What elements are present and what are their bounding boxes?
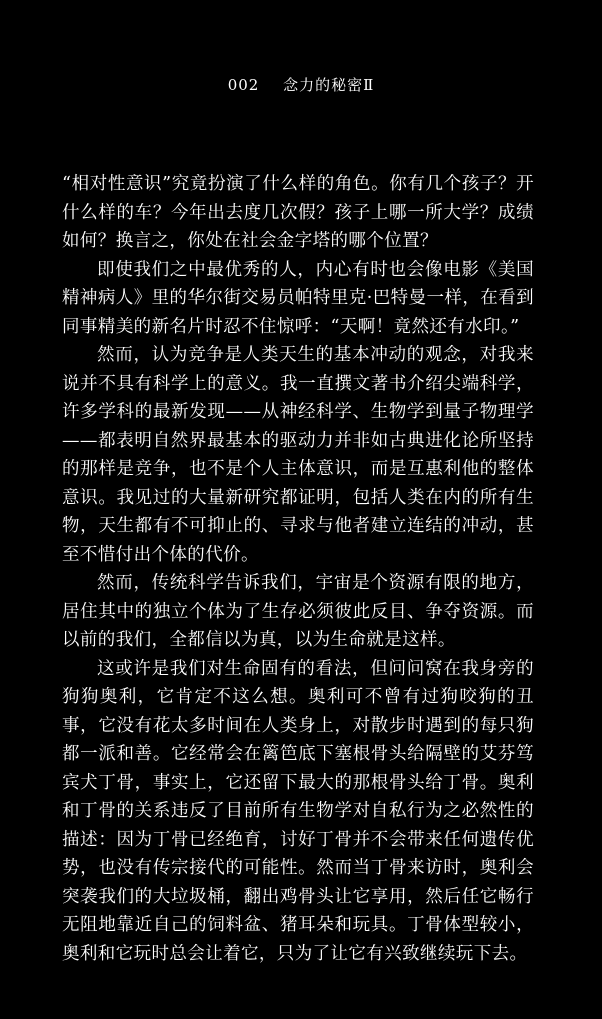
paragraph-3: 然而，认为竞争是人类天生的基本冲动的观念，对我来说并不具有科学上的意义。我一直撰文著书介绍尖端科学，许多学科的最新发现——从神经科学、生物学到量子物理学——都表明自然界最基本的驱动力并非如古典进化论所坚持的那样是竞争，也不是个人主体意识，而是互惠利他的整体意识。我见过的大量新研究都证明，包括人类在内的所有生物，天生都有不可抑止的、寻求与他者建立连结的冲动，甚至不惜付出个体的代价。 xyxy=(62,345,534,565)
paragraph-4: 然而，传统科学告诉我们，宇宙是个资源有限的地方，居住其中的独立个体为了生存必须彼此反目、争夺资源。而以前的我们，全都信以为真，以为生命就是这样。 xyxy=(62,573,534,650)
paragraph-1: “相对性意识”究竟扮演了什么样的角色。你有几个孩子？开什么样的车？今年出去度几次假？孩子上哪一所大学？成绩如何？换言之，你处在社会金字塔的哪个位置？ xyxy=(62,174,534,251)
running-header xyxy=(0,74,602,95)
page-number: 002 xyxy=(227,76,260,94)
paragraph-2: 即使我们之中最优秀的人，内心有时也会像电影《美国精神病人》里的华尔街交易员帕特里克·巴特曼一样，在看到同事精美的新名片时忍不住惊呼：“天啊！竟然还有水印。” xyxy=(62,259,534,337)
paragraph-5: 这或许是我们对生命固有的看法，但问问窝在我身旁的狗狗奥利，它肯定不这么想。奥利可不曾有过狗咬狗的丑事，它没有花太多时间在人类身上，对散步时遇到的每只狗都一派和善。它经常会在篱笆底下塞根骨头给隔壁的艾芬笃宾犬丁骨，事实上，它还留下最大的那根骨头给丁骨。奥利和丁骨的关系违反了目前所有生物学对自私行为之必然性的描述：因为丁骨已经绝育，讨好丁骨并不会带来任何遗传优势，也没有传宗接代的可能性。然而当丁骨来访时，奥利会突袭我们的大垃圾桶，翻出鸡骨头让它享用，然后任它畅行无阻地靠近自己的饲料盆、猪耳朵和玩具。丁骨体型较小，奥利和它玩时总会让着它，只为了让它有兴致继续玩下去。 xyxy=(62,658,534,964)
page-body xyxy=(62,170,534,968)
book-title: 念力的秘密Ⅱ xyxy=(283,76,375,94)
